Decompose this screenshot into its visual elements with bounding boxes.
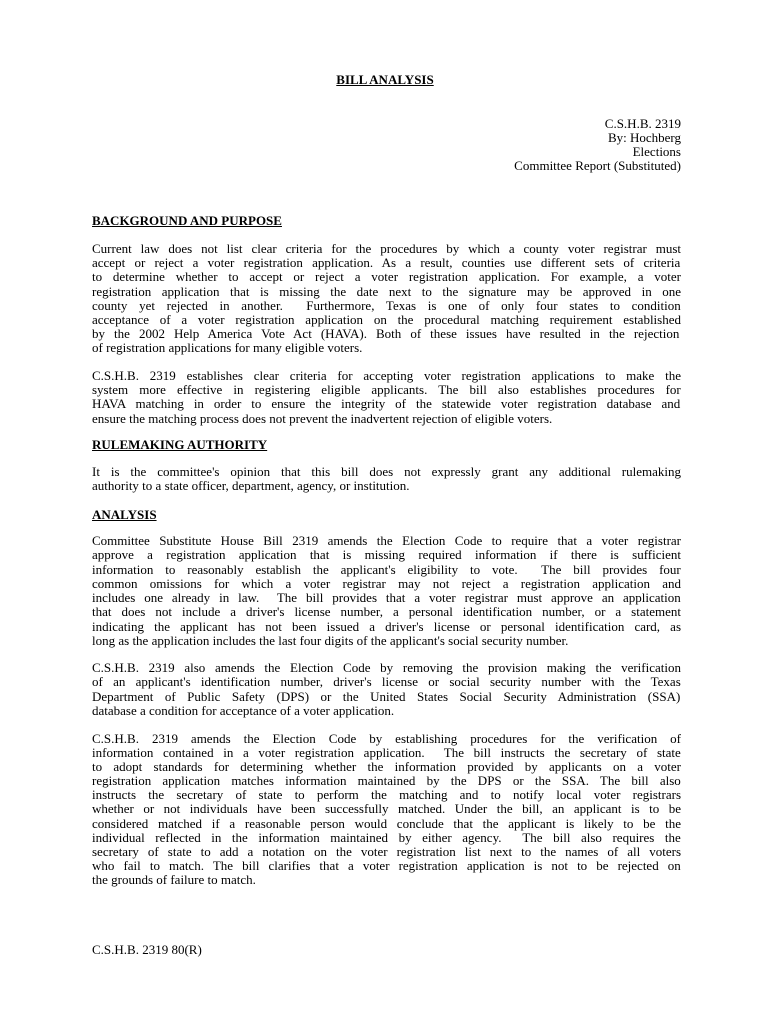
background-paragraph-1 [92, 242, 681, 356]
bill-header-block [514, 117, 681, 173]
analysis-paragraph-2 [92, 661, 681, 718]
paragraph-line: Current law does not list clear criteria for the procedures by which a county voter registrar must [92, 241, 681, 256]
paragraph-line: Committee Substitute House Bill 2319 amends the Election Code to require that a voter registrar [92, 533, 681, 548]
document-title: BILL ANALYSIS [336, 72, 434, 87]
paragraph-line: authority to a state officer, department, agency, or institution. [92, 478, 410, 494]
paragraph-line: accept or reject a voter registration application. As a result, counties use different sets of criteria [92, 255, 681, 271]
paragraph-line: C.S.H.B. 2319 amends the Election Code by establishing procedures for the verification of [92, 731, 681, 746]
background-paragraph-2 [92, 369, 681, 426]
paragraph-line: instructs the secretary of state to perform the matching and to notify local voter registrars [92, 787, 681, 803]
rulemaking-paragraph [92, 465, 681, 493]
report-type: Committee Report (Substituted) [514, 158, 681, 173]
paragraph-line: to adopt standards for determining whether the information provided by applicants on a voter [92, 759, 681, 775]
paragraph-line: secretary of state to add a notation on the voter registration list next to the names of all voters [92, 843, 681, 859]
paragraph-line: that does not include a driver's license number, a personal identification number, or a statement [92, 604, 681, 620]
paragraph-line: ensure the matching process does not prevent the inadvertent rejection of eligible voters. [92, 410, 553, 426]
paragraph-line: common omissions for which a voter registrar may not reject a registration application and [92, 575, 681, 591]
analysis-paragraph-3 [92, 732, 681, 887]
paragraph-line: long as the application includes the last four digits of the applicant's social security number. [92, 633, 569, 649]
paragraph-line: indicating the applicant has not been issued a driver's license or personal identification card, as [92, 618, 681, 634]
paragraph-line: system more effective in registering eligible applicants. The bill also establishes procedures for [92, 382, 681, 398]
paragraph-line: information to reasonably establish the applicant's eligibility to vote. The bill provides four [92, 561, 681, 577]
paragraph-line: registration application that is missing the date next to the signature may be approved in one [92, 283, 681, 299]
paragraph-line: approve a registration application that is missing required information if there is sufficient [92, 547, 681, 563]
section-heading-background: BACKGROUND AND PURPOSE [92, 213, 282, 228]
paragraph-line: considered matched if a reasonable person would conclude that the applicant is likely to be the [92, 815, 681, 831]
paragraph-line: information contained in a voter registration application. The bill instructs the secretary of state [92, 745, 681, 761]
paragraph-line: whether or not individuals have been successfully matched. Under the bill, an applicant is to be [92, 801, 681, 817]
paragraph-line: acceptance of a voter registration application on the procedural matching requirement established [92, 311, 681, 327]
paragraph-line: It is the committee's opinion that this bill does not expressly grant any additional rulemaking [92, 464, 681, 479]
paragraph-line: of an applicant's identification number, driver's license or social security number with the Texas [92, 674, 681, 690]
paragraph-line: by the 2002 Help America Vote Act (HAVA). Both of these issues have resulted in the rejection [92, 326, 680, 342]
paragraph-line: HAVA matching in order to ensure the integrity of the statewide voter registration database and [92, 396, 681, 412]
paragraph-line: to determine whether to accept or reject a voter registration application. For example, a voter [92, 269, 681, 285]
paragraph-line: C.S.H.B. 2319 establishes clear criteria for accepting voter registration applications to make the [92, 368, 681, 383]
bill-author: By: Hochberg [607, 130, 681, 145]
paragraph-line: Department of Public Safety (DPS) or the United States Social Security Administration (SSA) [92, 688, 681, 704]
paragraph-line: database a condition for acceptance of a voter application. [92, 702, 395, 718]
paragraph-line: the grounds of failure to match. [92, 871, 256, 887]
analysis-paragraph-1 [92, 534, 681, 648]
section-heading-analysis: ANALYSIS [92, 507, 157, 522]
page-footer: C.S.H.B. 2319 80(R) [92, 942, 202, 957]
committee-name: Elections [632, 144, 681, 159]
paragraph-line: who fail to match. The bill clarifies that a voter registration application is not to be rejected on [92, 857, 681, 873]
paragraph-line: individual reflected in the information maintained by either agency. The bill also requires the [92, 829, 681, 845]
paragraph-line: registration application matches information maintained by the DPS or the SSA. The bill also [92, 773, 681, 789]
section-heading-rulemaking: RULEMAKING AUTHORITY [92, 437, 268, 452]
bill-number: C.S.H.B. 2319 [604, 116, 681, 131]
paragraph-line: county yet rejected in another. Furthermore, Texas is one of only four states to condition [92, 297, 681, 313]
paragraph-line: includes one already in law. The bill provides that a voter registrar must approve an application [92, 590, 681, 606]
paragraph-line: C.S.H.B. 2319 also amends the Election Code by removing the provision making the verification [92, 660, 681, 675]
paragraph-line: of registration applications for many eligible voters. [92, 340, 363, 356]
